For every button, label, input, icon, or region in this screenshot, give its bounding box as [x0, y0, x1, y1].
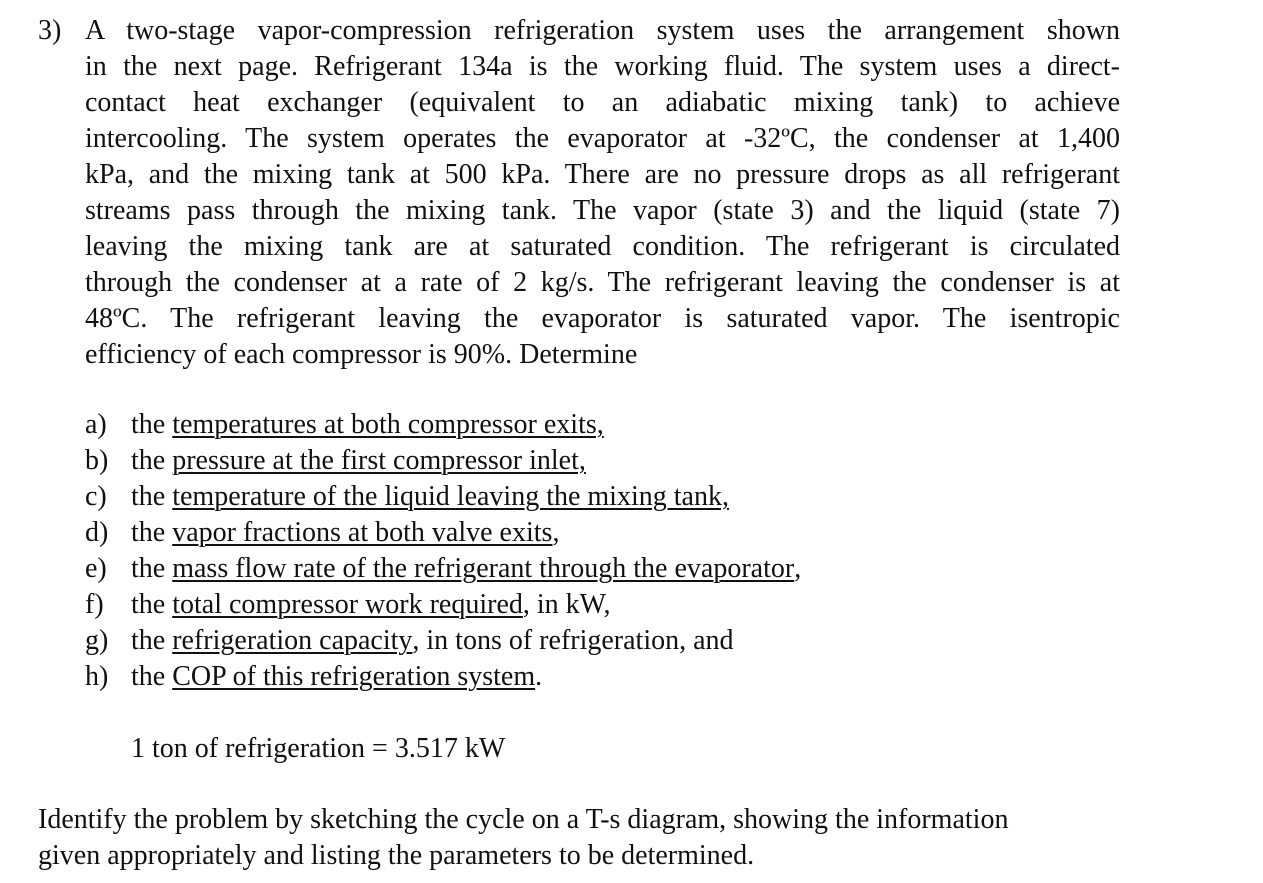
sub-question-prefix: the: [131, 445, 173, 476]
sub-question-prefix: the: [131, 661, 173, 692]
sub-question-letter: f): [85, 589, 104, 620]
sub-question-c: [85, 479, 801, 515]
instruction-line: Identify the problem by sketching the cycle on a T-s diagram, showing the information: [38, 804, 1009, 835]
sub-question-prefix: the: [131, 481, 173, 512]
statement-line: leaving the mixing tank are at saturated condition. The refrigerant is circulated: [85, 231, 1120, 262]
instruction-paragraph: [38, 802, 1120, 874]
statement-line: kPa, and the mixing tank at 500 kPa. There are no pressure drops as all refrigerant: [85, 159, 1120, 190]
sub-question-prefix: the: [131, 625, 173, 656]
question-statement: [85, 13, 1120, 373]
unit-conversion-note: 1 ton of refrigeration = 3.517 kW: [131, 733, 506, 764]
sub-question-letter: e): [85, 553, 107, 584]
statement-line: A two-stage vapor-compression refrigeration system uses the arrangement shown: [85, 15, 1120, 46]
statement-line: 48ºC. The refrigerant leaving the evaporator is saturated vapor. The isentropic: [85, 303, 1120, 334]
sub-question-prefix: the: [131, 409, 173, 440]
statement-line: contact heat exchanger (equivalent to an adiabatic mixing tank) to achieve: [85, 87, 1120, 118]
sub-question-underlined: vapor fractions at both valve exits: [172, 517, 553, 548]
sub-question-underlined: pressure at the first compressor inlet,: [172, 445, 586, 476]
sub-question-suffix: ,: [552, 517, 560, 548]
statement-line: intercooling. The system operates the evaporator at -32ºC, the condenser at 1,400: [85, 123, 1120, 154]
instruction-line: given appropriately and listing the parameters to be determined.: [38, 840, 755, 871]
sub-question-e: [85, 551, 801, 587]
sub-question-prefix: the: [131, 517, 173, 548]
sub-question-letter: a): [85, 409, 107, 440]
statement-line: through the condenser at a rate of 2 kg/s. The refrigerant leaving the condenser is at: [85, 267, 1120, 298]
sub-question-letter: h): [85, 661, 109, 692]
statement-line: in the next page. Refrigerant 134a is the working fluid. The system uses a direct-: [85, 51, 1120, 82]
sub-question-underlined: temperature of the liquid leaving the mixing tank,: [172, 481, 729, 512]
sub-question-letter: g): [85, 625, 109, 656]
sub-question-h: [85, 659, 801, 695]
sub-question-prefix: the: [131, 553, 173, 584]
question-number: 3): [38, 15, 62, 46]
sub-question-underlined: temperatures at both compressor exits,: [172, 409, 604, 440]
sub-question-suffix: , in kW,: [522, 589, 611, 620]
sub-question-b: [85, 443, 801, 479]
sub-question-letter: b): [85, 445, 109, 476]
sub-question-underlined: mass flow rate of the refrigerant through the evaporator: [172, 553, 795, 584]
sub-question-g: [85, 623, 801, 659]
sub-question-underlined: refrigeration capacity: [172, 625, 413, 656]
sub-question-letter: c): [85, 481, 107, 512]
sub-question-underlined: COP of this refrigeration system: [172, 661, 536, 692]
sub-question-letter: d): [85, 517, 109, 548]
sub-question-f: [85, 587, 801, 623]
statement-line: efficiency of each compressor is 90%. Determine: [85, 339, 638, 370]
sub-question-prefix: the: [131, 589, 173, 620]
sub-question-suffix: ,: [794, 553, 802, 584]
sub-question-suffix: , in tons of refrigeration, and: [412, 625, 734, 656]
sub-question-d: [85, 515, 801, 551]
statement-line: streams pass through the mixing tank. The vapor (state 3) and the liquid (state 7): [85, 195, 1120, 226]
sub-question-list: [85, 407, 801, 695]
sub-question-underlined: total compressor work required: [172, 589, 523, 620]
sub-question-a: [85, 407, 801, 443]
sub-question-suffix: .: [535, 661, 543, 692]
